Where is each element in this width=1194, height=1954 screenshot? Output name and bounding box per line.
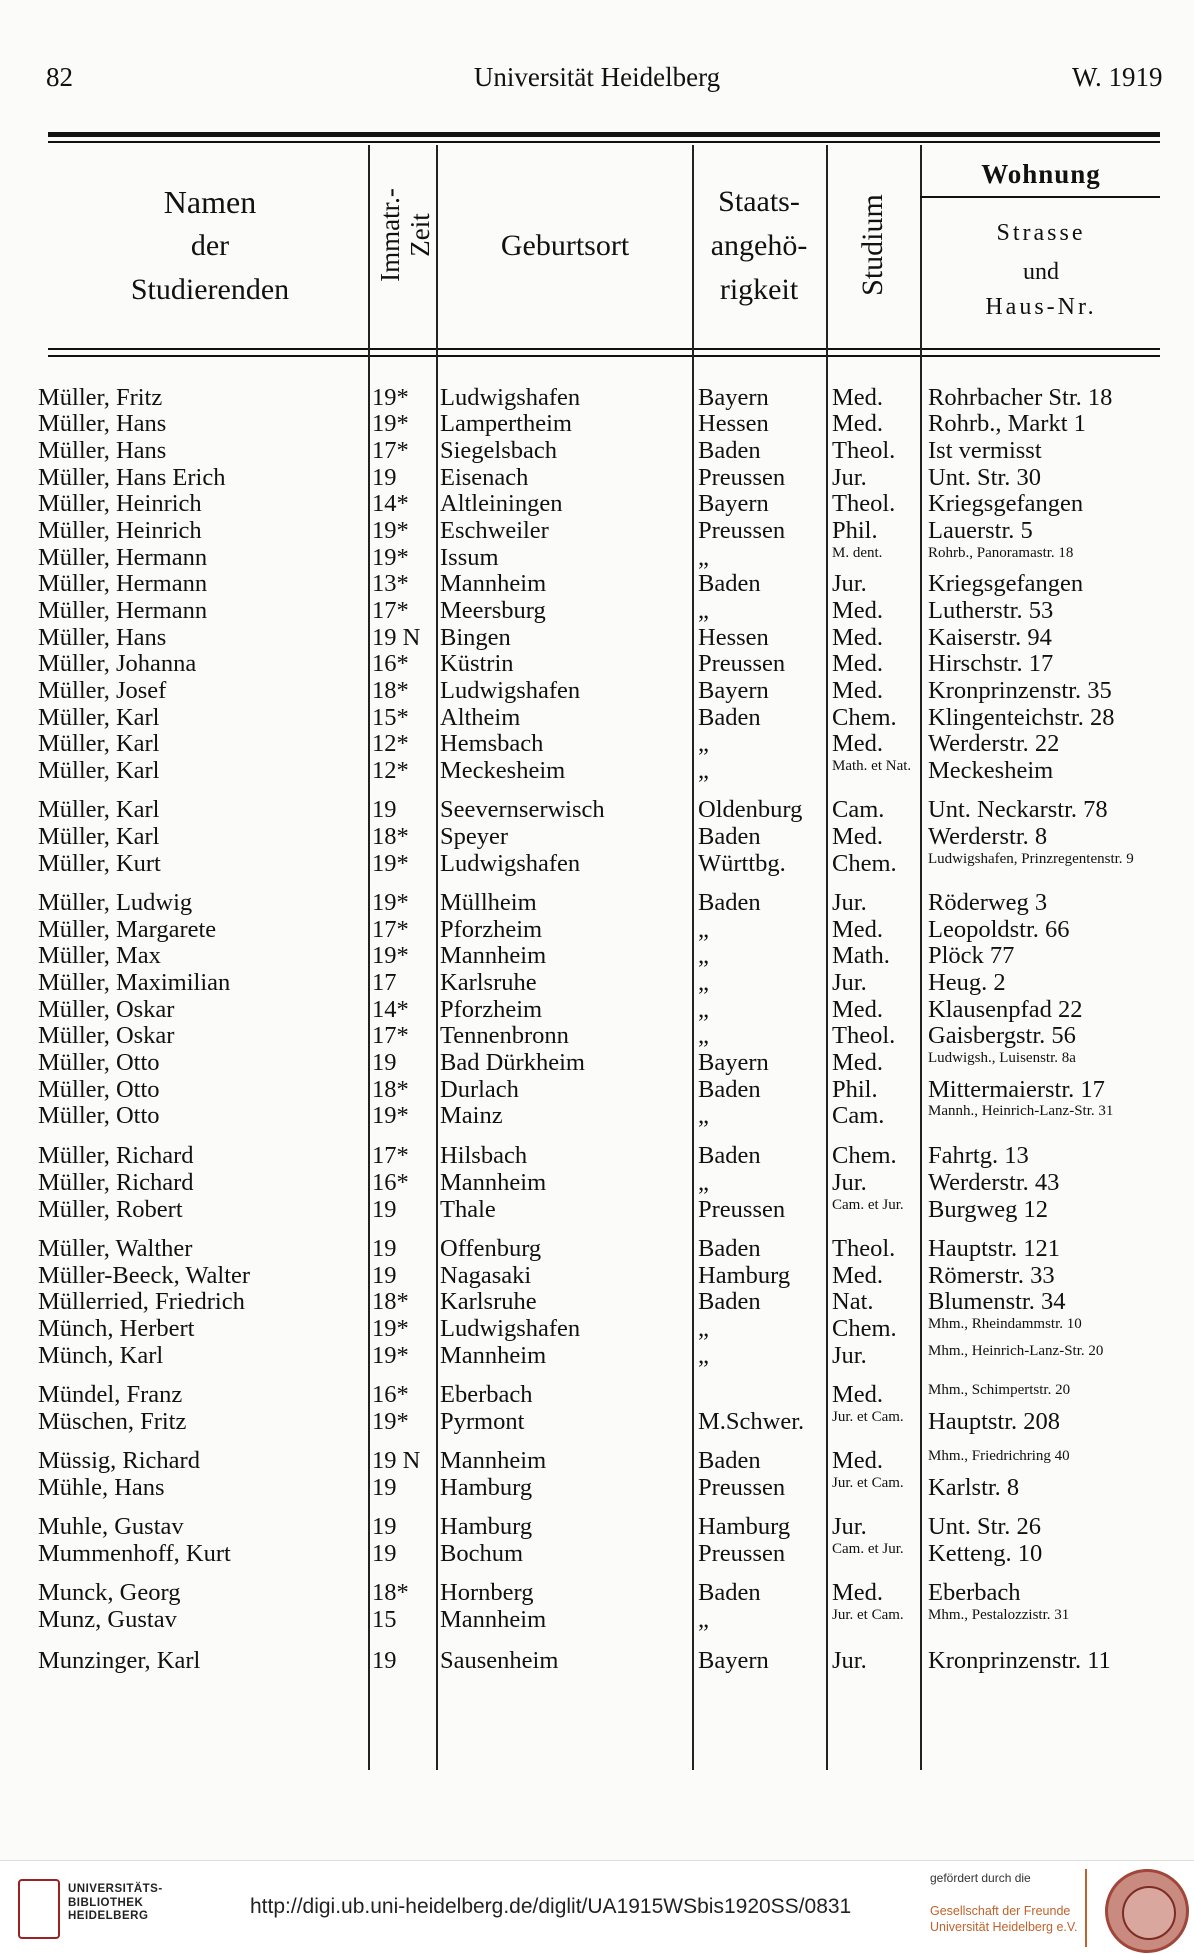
studium: Jur.	[832, 1647, 867, 1674]
student-name: Munck, Georg	[38, 1579, 181, 1606]
wohnung: Hauptstr. 208	[928, 1408, 1061, 1435]
geburtsort: Hilsbach	[440, 1142, 528, 1169]
geburtsort: Ludwigshafen	[440, 677, 581, 704]
student-name: Müller, Heinrich	[38, 517, 202, 544]
student-name: Müller, Hans	[38, 624, 167, 651]
wohnung: Heug. 2	[928, 969, 1006, 996]
staatsangehoerigkeit: „	[698, 1606, 709, 1633]
wohnung: Karlstr. 8	[928, 1474, 1020, 1501]
immatrikulation-zeit: 19	[372, 1235, 397, 1262]
studium: Med.	[832, 1049, 884, 1076]
student-name: Müller, Hermann	[38, 597, 208, 624]
geburtsort: Lampertheim	[440, 410, 572, 437]
immatrikulation-zeit: 17*	[372, 1142, 409, 1169]
studium: M. dent.	[832, 545, 883, 561]
staatsangehoerigkeit: „	[698, 1102, 709, 1129]
immatrikulation-zeit: 19	[372, 796, 397, 823]
immatrikulation-zeit: 19*	[372, 1102, 409, 1129]
studium: Med.	[832, 677, 884, 704]
immatrikulation-zeit: 12*	[372, 757, 409, 784]
staatsangehoerigkeit: Bayern	[698, 384, 769, 411]
staatsangehoerigkeit: Hessen	[698, 624, 769, 651]
studium: Jur.	[832, 464, 867, 491]
library-logo-icon	[18, 1879, 60, 1939]
student-name: Müller, Oskar	[38, 996, 175, 1023]
studium: Chem.	[832, 1142, 897, 1169]
geburtsort: Tennenbronn	[440, 1022, 569, 1049]
studium: Jur.	[832, 1513, 867, 1540]
geburtsort: Altheim	[440, 704, 521, 731]
geburtsort: Meckesheim	[440, 757, 566, 784]
wohnung: Blumenstr. 34	[928, 1288, 1066, 1315]
student-name: Munzinger, Karl	[38, 1647, 201, 1674]
header-rule-bottom-thin	[48, 355, 1160, 357]
geburtsort: Seevernserwisch	[440, 796, 605, 823]
studium: Med.	[832, 1381, 884, 1408]
wohnung: Werderstr. 8	[928, 823, 1048, 850]
wohnung: Burgweg 12	[928, 1196, 1048, 1223]
wohnung: Unt. Neckarstr. 78	[928, 796, 1108, 823]
geburtsort: Issum	[440, 544, 499, 571]
header-rule-top	[48, 132, 1160, 137]
wohnung: Mhm., Friedrichring 40	[928, 1448, 1070, 1464]
staatsangehoerigkeit: M.Schwer.	[698, 1408, 805, 1435]
immatrikulation-zeit: 19	[372, 464, 397, 491]
student-name: Mündel, Franz	[38, 1381, 183, 1408]
student-name: Müller, Hans Erich	[38, 464, 226, 491]
student-name: Müller, Ludwig	[38, 889, 193, 916]
geburtsort: Mainz	[440, 1102, 503, 1129]
immatrikulation-zeit: 19*	[372, 1315, 409, 1342]
wohnung: Meckesheim	[928, 757, 1054, 784]
column-divider	[920, 145, 922, 1770]
staatsangehoerigkeit: Baden	[698, 889, 761, 916]
wohnung: Lutherstr. 53	[928, 597, 1054, 624]
immatrikulation-zeit: 18*	[372, 677, 409, 704]
geburtsort: Thale	[440, 1196, 496, 1223]
wohnung: Hirschstr. 17	[928, 650, 1054, 677]
studium: Jur. et Cam.	[832, 1409, 904, 1425]
scanned-page: 82 Universität Heidelberg W. 1919 Namen der Studierenden Immatr.- Zeit Geburtsort Staats- angehö- rigkeit Studium Wohnung Strasse und Haus-Nr. Müller, Fritz 19* Ludwigshafen Bayern Med. Rohrbacher Str. 18 Müller, Hans 19* Lampertheim Hessen Med. Rohrb., Markt 1 Müller, Hans 17* Siegelsbach Baden Theol. Ist vermisst Müller, Hans Erich 19 Eisenach Preussen Jur. Unt. Str. 30 Müller, Heinrich 14* Altleiningen Bayern Theol. Kriegsgefangen Müller, Heinrich 19* Eschweiler Preussen Phil. Lauerstr. 5 Müller, Hermann 19* Issum „ M. dent. Rohrb., Panoramastr. 18 Müller, Hermann 13* Mannheim Baden Jur. Kriegsgefangen Müller, Hermann 17* Meersburg „ Med. Lutherstr. 53 Müller, Hans 19 N Bingen Hessen Med. Kaiserstr. 94 Müller, Johanna 16* Küstrin Preussen Med. Hirschstr. 17 Müller, Josef 18* Ludwigshafen Bayern Med. Kronprinzenstr. 35 Müller, Karl 15* Altheim Baden Chem. Klingenteichstr. 28 Müller, Karl 12* Hemsbach „ Med. Werderstr. 22 Müller, Karl 12* Meckesheim „ Math. et Nat. Meckesheim Müller, Karl 19 Seevernserwisch Oldenburg Cam. Unt. Neckarstr. 78 Müller, Karl 18* Speyer Baden Med. Werderstr. 8 Müller, Kurt 19* Ludwigshafen Württbg. Chem. Ludwigshafen, Prinzregentenstr. 9 Müller, Ludwig 19* Müllheim Baden Jur. Röderweg 3 Müller, Margarete 17* Pforzheim „ Med. Leopoldstr. 66 Müller, Max 19* Mannheim „ Math. Plöck 77 Müller, Maximilian 17 Karlsruhe „ Jur. Heug. 2 Müller, Oskar 14* Pforzheim „ Med. Klausenpfad 22 Müller, Oskar 17* Tennenbronn „ Theol. Gaisbergstr. 56 Müller, Otto 19 Bad Dürkheim Bayern Med. Ludwigsh., Luisenstr. 8a Müller, Otto 18* Durlach Baden Phil. Mittermaierstr. 17 Müller, Otto 19* Mainz „ Cam. Mannh., Heinrich-Lanz-Str. 31 Müller, Richard 17* Hilsbach Baden Chem. Fahrtg. 13 Müller, Richard 16* Mannheim „ Jur. Werderstr. 43 Müller, Robert 19 Thale Preussen Cam. et Jur. Burgweg 12 Müller, Walther 19 Offenburg Baden Theol. Hauptstr. 121 Müller-Beeck, Walter 19 Nagasaki Hamburg Med. Römerstr. 33 Müllerried, Friedrich 18* Karlsruhe Baden Nat. Blumenstr. 34 Münch, Herbert 19* Ludwigshafen „ Chem. Mhm., Rheindammstr. 10 Münch, Karl 19* Mannheim „ Jur. Mhm., Heinrich-Lanz-Str. 20 Mündel, Franz 16* Eberbach Med. Mhm., Schimpertstr. 20 Müschen, Fritz 19* Pyrmont M.Schwer. Jur. et Cam. Hauptstr. 208 Müssig, Richard 19 N Mannheim Baden Med. Mhm., Friedrichring 40 Mühle, Hans 19 Hamburg Preussen Jur. et Cam. Karlstr. 8 Muhle, Gustav 19 Hamburg Hamburg Jur. Unt. Str. 26 Mummenhoff, Kurt 19 Bochum Preussen Cam. et Jur. Ketteng. 10 Munck, Georg 18* Hornberg Baden Med. Eberbach Munz, Gustav 15 Mannheim „ Jur. et Cam. Mhm., Pestalozzistr. 31 Munzinger, Karl 19 Sausenheim Bayern Jur. Kronprinzenstr. 11	[0, 0, 1194, 1860]
staatsangehoerigkeit: „	[698, 969, 709, 996]
sponsor-label: gefördert durch die	[930, 1871, 1031, 1885]
studium: Theol.	[832, 1235, 896, 1262]
wohnung: Plöck 77	[928, 942, 1015, 969]
staatsangehoerigkeit: „	[698, 597, 709, 624]
immatrikulation-zeit: 16*	[372, 1381, 409, 1408]
student-name: Müller, Karl	[38, 796, 160, 823]
geburtsort: Durlach	[440, 1076, 519, 1103]
studium: Theol.	[832, 1022, 896, 1049]
immatrikulation-zeit: 19*	[372, 942, 409, 969]
student-name: Müller, Margarete	[38, 916, 217, 943]
column-divider	[826, 145, 828, 1770]
immatrikulation-zeit: 18*	[372, 1579, 409, 1606]
semester-label: W. 1919	[1072, 62, 1163, 92]
student-name: Müller, Karl	[38, 730, 160, 757]
immatrikulation-zeit: 19	[372, 1513, 397, 1540]
student-name: Mühle, Hans	[38, 1474, 165, 1501]
studium: Med.	[832, 410, 884, 437]
studium: Cam. et Jur.	[832, 1197, 904, 1213]
studium: Jur.	[832, 1169, 867, 1196]
staatsangehoerigkeit: „	[698, 1169, 709, 1196]
wohnung: Hauptstr. 121	[928, 1235, 1061, 1262]
geburtsort: Ludwigshafen	[440, 1315, 581, 1342]
column-divider	[436, 145, 438, 1770]
immatrikulation-zeit: 19	[372, 1262, 397, 1289]
footer-divider	[1085, 1869, 1087, 1947]
geburtsort: Hemsbach	[440, 730, 544, 757]
staatsangehoerigkeit: Bayern	[698, 1049, 769, 1076]
immatrikulation-zeit: 15*	[372, 704, 409, 731]
column-divider	[692, 145, 694, 1770]
geburtsort: Pforzheim	[440, 996, 543, 1023]
studium: Theol.	[832, 437, 896, 464]
staatsangehoerigkeit: Preussen	[698, 1196, 786, 1223]
staatsangehoerigkeit: Preussen	[698, 1474, 786, 1501]
header-wohnung: Wohnung	[981, 159, 1101, 189]
studium: Phil.	[832, 517, 878, 544]
header-rule-top-thin	[48, 141, 1160, 143]
immatrikulation-zeit: 19*	[372, 410, 409, 437]
wohnung: Eberbach	[928, 1579, 1021, 1606]
studium: Med.	[832, 597, 884, 624]
studium: Med.	[832, 916, 884, 943]
staatsangehoerigkeit: Oldenburg	[698, 796, 803, 823]
wohnung: Lauerstr. 5	[928, 517, 1033, 544]
geburtsort: Mannheim	[440, 1342, 547, 1369]
staatsangehoerigkeit: Baden	[698, 823, 761, 850]
studium: Jur.	[832, 969, 867, 996]
student-name: Mummenhoff, Kurt	[38, 1540, 231, 1567]
immatrikulation-zeit: 19 N	[372, 624, 421, 651]
wohnung: Mittermaierstr. 17	[928, 1076, 1105, 1103]
student-name: Münch, Herbert	[38, 1315, 195, 1342]
wohnung: Römerstr. 33	[928, 1262, 1055, 1289]
studium: Nat.	[832, 1288, 874, 1315]
staatsangehoerigkeit: Baden	[698, 1142, 761, 1169]
immatrikulation-zeit: 16*	[372, 1169, 409, 1196]
geburtsort: Mannheim	[440, 1606, 547, 1633]
geburtsort: Mannheim	[440, 1169, 547, 1196]
immatrikulation-zeit: 17*	[372, 1022, 409, 1049]
wohnung: Kronprinzenstr. 11	[928, 1647, 1111, 1674]
immatrikulation-zeit: 17*	[372, 916, 409, 943]
staatsangehoerigkeit: „	[698, 757, 709, 784]
student-name: Müllerried, Friedrich	[38, 1288, 245, 1315]
staatsangehoerigkeit: „	[698, 996, 709, 1023]
geburtsort: Hornberg	[440, 1579, 534, 1606]
sponsor-name: Gesellschaft der Freunde Universität Heidelberg e.V.	[930, 1904, 1078, 1934]
wohnung: Mannh., Heinrich-Lanz-Str. 31	[928, 1103, 1114, 1119]
staatsangehoerigkeit: Bayern	[698, 677, 769, 704]
wohnung: Röderweg 3	[928, 889, 1048, 916]
geburtsort: Hamburg	[440, 1513, 533, 1540]
studium: Cam. et Jur.	[832, 1541, 904, 1557]
geburtsort: Mannheim	[440, 942, 547, 969]
immatrikulation-zeit: 19*	[372, 517, 409, 544]
geburtsort: Ludwigshafen	[440, 384, 581, 411]
immatrikulation-zeit: 19	[372, 1540, 397, 1567]
staatsangehoerigkeit: Hessen	[698, 410, 769, 437]
student-name: Müschen, Fritz	[38, 1408, 187, 1435]
wohnung: Kaiserstr. 94	[928, 624, 1052, 651]
immatrikulation-zeit: 19 N	[372, 1447, 421, 1474]
staatsangehoerigkeit: Württbg.	[698, 850, 786, 877]
immatrikulation-zeit: 17	[372, 969, 397, 996]
studium: Chem.	[832, 1315, 897, 1342]
immatrikulation-zeit: 14*	[372, 490, 409, 517]
staatsangehoerigkeit: „	[698, 1022, 709, 1049]
wohnung: Fahrtg. 13	[928, 1142, 1029, 1169]
wohnung: Ludwigsh., Luisenstr. 8a	[928, 1050, 1076, 1066]
immatrikulation-zeit: 18*	[372, 1288, 409, 1315]
wohnung: Werderstr. 22	[928, 730, 1060, 757]
studium: Med.	[832, 730, 884, 757]
studium: Med.	[832, 1262, 884, 1289]
studium: Med.	[832, 996, 884, 1023]
student-name: Müller, Robert	[38, 1196, 183, 1223]
wohnung: Klingenteichstr. 28	[928, 704, 1115, 731]
geburtsort: Bad Dürkheim	[440, 1049, 585, 1076]
studium: Med.	[832, 650, 884, 677]
staatsangehoerigkeit: Preussen	[698, 650, 786, 677]
student-name: Müller, Karl	[38, 823, 160, 850]
immatrikulation-zeit: 15	[372, 1606, 397, 1633]
studium: Theol.	[832, 490, 896, 517]
student-name: Müller, Otto	[38, 1049, 160, 1076]
staatsangehoerigkeit: „	[698, 730, 709, 757]
staatsangehoerigkeit: „	[698, 544, 709, 571]
student-name: Müller, Maximilian	[38, 969, 231, 996]
student-name: Müller, Fritz	[38, 384, 163, 411]
header-geburtsort: Geburtsort	[500, 229, 630, 262]
studium: Jur. et Cam.	[832, 1475, 904, 1491]
studium: Jur. et Cam.	[832, 1607, 904, 1623]
student-name: Müller, Hermann	[38, 544, 208, 571]
staatsangehoerigkeit: Preussen	[698, 464, 786, 491]
immatrikulation-zeit: 19	[372, 1049, 397, 1076]
geburtsort: Sausenheim	[440, 1647, 559, 1674]
studium: Med.	[832, 624, 884, 651]
staatsangehoerigkeit: Baden	[698, 1579, 761, 1606]
geburtsort: Speyer	[440, 823, 509, 850]
immatrikulation-zeit: 19	[372, 1647, 397, 1674]
geburtsort: Offenburg	[440, 1235, 542, 1262]
geburtsort: Eschweiler	[440, 517, 549, 544]
geburtsort: Karlsruhe	[440, 1288, 537, 1315]
immatrikulation-zeit: 19	[372, 1474, 397, 1501]
university-seal-icon	[1105, 1869, 1189, 1953]
student-name: Müller, Johanna	[38, 650, 197, 677]
staatsangehoerigkeit: „	[698, 1315, 709, 1342]
wohnung: Ist vermisst	[928, 437, 1042, 464]
student-name: Munz, Gustav	[38, 1606, 177, 1633]
student-name: Müller, Oskar	[38, 1022, 175, 1049]
immatrikulation-zeit: 17*	[372, 437, 409, 464]
studium: Jur.	[832, 1342, 867, 1369]
geburtsort: Meersburg	[440, 597, 546, 624]
staatsangehoerigkeit: Baden	[698, 1076, 761, 1103]
student-name: Münch, Karl	[38, 1342, 164, 1369]
studium: Med.	[832, 1447, 884, 1474]
wohnung: Rohrb., Panoramastr. 18	[928, 545, 1074, 561]
immatrikulation-zeit: 18*	[372, 823, 409, 850]
wohnung: Kriegsgefangen	[928, 570, 1084, 597]
permalink[interactable]: http://digi.ub.uni-heidelberg.de/diglit/UA1915WSbis1920SS/0831	[250, 1895, 852, 1918]
student-name: Muhle, Gustav	[38, 1513, 184, 1540]
immatrikulation-zeit: 19*	[372, 850, 409, 877]
staatsangehoerigkeit: Baden	[698, 1235, 761, 1262]
wohnung: Kronprinzenstr. 35	[928, 677, 1112, 704]
student-name: Müller, Max	[38, 942, 161, 969]
studium: Chem.	[832, 704, 897, 731]
geburtsort: Hamburg	[440, 1474, 533, 1501]
student-name: Müller, Heinrich	[38, 490, 202, 517]
staatsangehoerigkeit: „	[698, 1342, 709, 1369]
header-rule-bottom	[48, 348, 1160, 350]
studium: Jur.	[832, 889, 867, 916]
student-name: Müssig, Richard	[38, 1447, 200, 1474]
header-studium: Studium	[856, 194, 889, 296]
immatrikulation-zeit: 19*	[372, 384, 409, 411]
immatrikulation-zeit: 19*	[372, 1408, 409, 1435]
studium: Cam.	[832, 1102, 885, 1129]
staatsangehoerigkeit: Hamburg	[698, 1513, 791, 1540]
immatrikulation-zeit: 19*	[372, 1342, 409, 1369]
geburtsort: Mannheim	[440, 570, 547, 597]
studium: Math. et Nat.	[832, 758, 912, 774]
geburtsort: Siegelsbach	[440, 437, 558, 464]
immatrikulation-zeit: 16*	[372, 650, 409, 677]
student-name: Müller, Hans	[38, 437, 167, 464]
student-name: Müller, Otto	[38, 1102, 160, 1129]
staatsangehoerigkeit: „	[698, 942, 709, 969]
geburtsort: Pforzheim	[440, 916, 543, 943]
studium: Chem.	[832, 850, 897, 877]
wohnung: Ketteng. 10	[928, 1540, 1043, 1567]
wohnung: Ludwigshafen, Prinzregentenstr. 9	[928, 851, 1134, 867]
studium: Med.	[832, 823, 884, 850]
wohnung: Gaisbergstr. 56	[928, 1022, 1076, 1049]
studium: Phil.	[832, 1076, 878, 1103]
staatsangehoerigkeit: Preussen	[698, 1540, 786, 1567]
staatsangehoerigkeit: Preussen	[698, 517, 786, 544]
student-name: Müller, Josef	[38, 677, 167, 704]
wohnung-underline	[920, 196, 1160, 198]
staatsangehoerigkeit: „	[698, 916, 709, 943]
staatsangehoerigkeit: Baden	[698, 1447, 761, 1474]
wohnung: Mhm., Rheindammstr. 10	[928, 1316, 1082, 1332]
immatrikulation-zeit: 14*	[372, 996, 409, 1023]
student-name: Müller, Richard	[38, 1142, 194, 1169]
staatsangehoerigkeit: Baden	[698, 1288, 761, 1315]
geburtsort: Ludwigshafen	[440, 850, 581, 877]
immatrikulation-zeit: 13*	[372, 570, 409, 597]
geburtsort: Mannheim	[440, 1447, 547, 1474]
student-name: Müller, Hans	[38, 410, 167, 437]
wohnung: Mhm., Pestalozzistr. 31	[928, 1607, 1070, 1623]
geburtsort: Küstrin	[440, 650, 514, 677]
student-name: Müller, Kurt	[38, 850, 161, 877]
column-divider	[368, 145, 370, 1770]
wohnung: Werderstr. 43	[928, 1169, 1060, 1196]
staatsangehoerigkeit: Baden	[698, 704, 761, 731]
staatsangehoerigkeit: Bayern	[698, 490, 769, 517]
staatsangehoerigkeit: Hamburg	[698, 1262, 791, 1289]
immatrikulation-zeit: 12*	[372, 730, 409, 757]
geburtsort: Pyrmont	[440, 1408, 525, 1435]
immatrikulation-zeit: 19*	[372, 889, 409, 916]
wohnung: Unt. Str. 26	[928, 1513, 1041, 1540]
running-title: Universität Heidelberg	[473, 62, 721, 92]
studium: Math.	[832, 942, 890, 969]
wohnung: Unt. Str. 30	[928, 464, 1041, 491]
geburtsort: Eisenach	[440, 464, 529, 491]
studium: Med.	[832, 1579, 884, 1606]
page-number: 82	[46, 62, 73, 92]
student-name: Müller, Hermann	[38, 570, 208, 597]
student-name: Müller, Walther	[38, 1235, 193, 1262]
geburtsort: Müllheim	[440, 889, 537, 916]
geburtsort: Nagasaki	[440, 1262, 532, 1289]
wohnung: Mhm., Heinrich-Lanz-Str. 20	[928, 1343, 1104, 1359]
student-name: Müller, Richard	[38, 1169, 194, 1196]
geburtsort: Altleiningen	[440, 490, 563, 517]
studium: Jur.	[832, 570, 867, 597]
student-name: Müller-Beeck, Walter	[38, 1262, 251, 1289]
staatsangehoerigkeit: Bayern	[698, 1647, 769, 1674]
geburtsort: Bingen	[440, 624, 511, 651]
wohnung: Leopoldstr. 66	[928, 916, 1070, 943]
immatrikulation-zeit: 18*	[372, 1076, 409, 1103]
geburtsort: Eberbach	[440, 1381, 533, 1408]
wohnung: Rohrbacher Str. 18	[928, 384, 1113, 411]
student-name: Müller, Karl	[38, 704, 160, 731]
student-name: Müller, Karl	[38, 757, 160, 784]
footer-bar	[0, 1860, 1194, 1954]
library-name: UNIVERSITÄTS- BIBLIOTHEK HEIDELBERG	[68, 1883, 163, 1922]
studium: Med.	[832, 384, 884, 411]
student-name: Müller, Otto	[38, 1076, 160, 1103]
immatrikulation-zeit: 17*	[372, 597, 409, 624]
studium: Cam.	[832, 796, 885, 823]
wohnung: Rohrb., Markt 1	[928, 410, 1086, 437]
immatrikulation-zeit: 19	[372, 1196, 397, 1223]
geburtsort: Bochum	[440, 1540, 524, 1567]
wohnung: Kriegsgefangen	[928, 490, 1084, 517]
staatsangehoerigkeit: Baden	[698, 437, 761, 464]
staatsangehoerigkeit: Baden	[698, 570, 761, 597]
geburtsort: Karlsruhe	[440, 969, 537, 996]
immatrikulation-zeit: 19*	[372, 544, 409, 571]
wohnung: Mhm., Schimpertstr. 20	[928, 1382, 1071, 1398]
wohnung: Klausenpfad 22	[928, 996, 1083, 1023]
